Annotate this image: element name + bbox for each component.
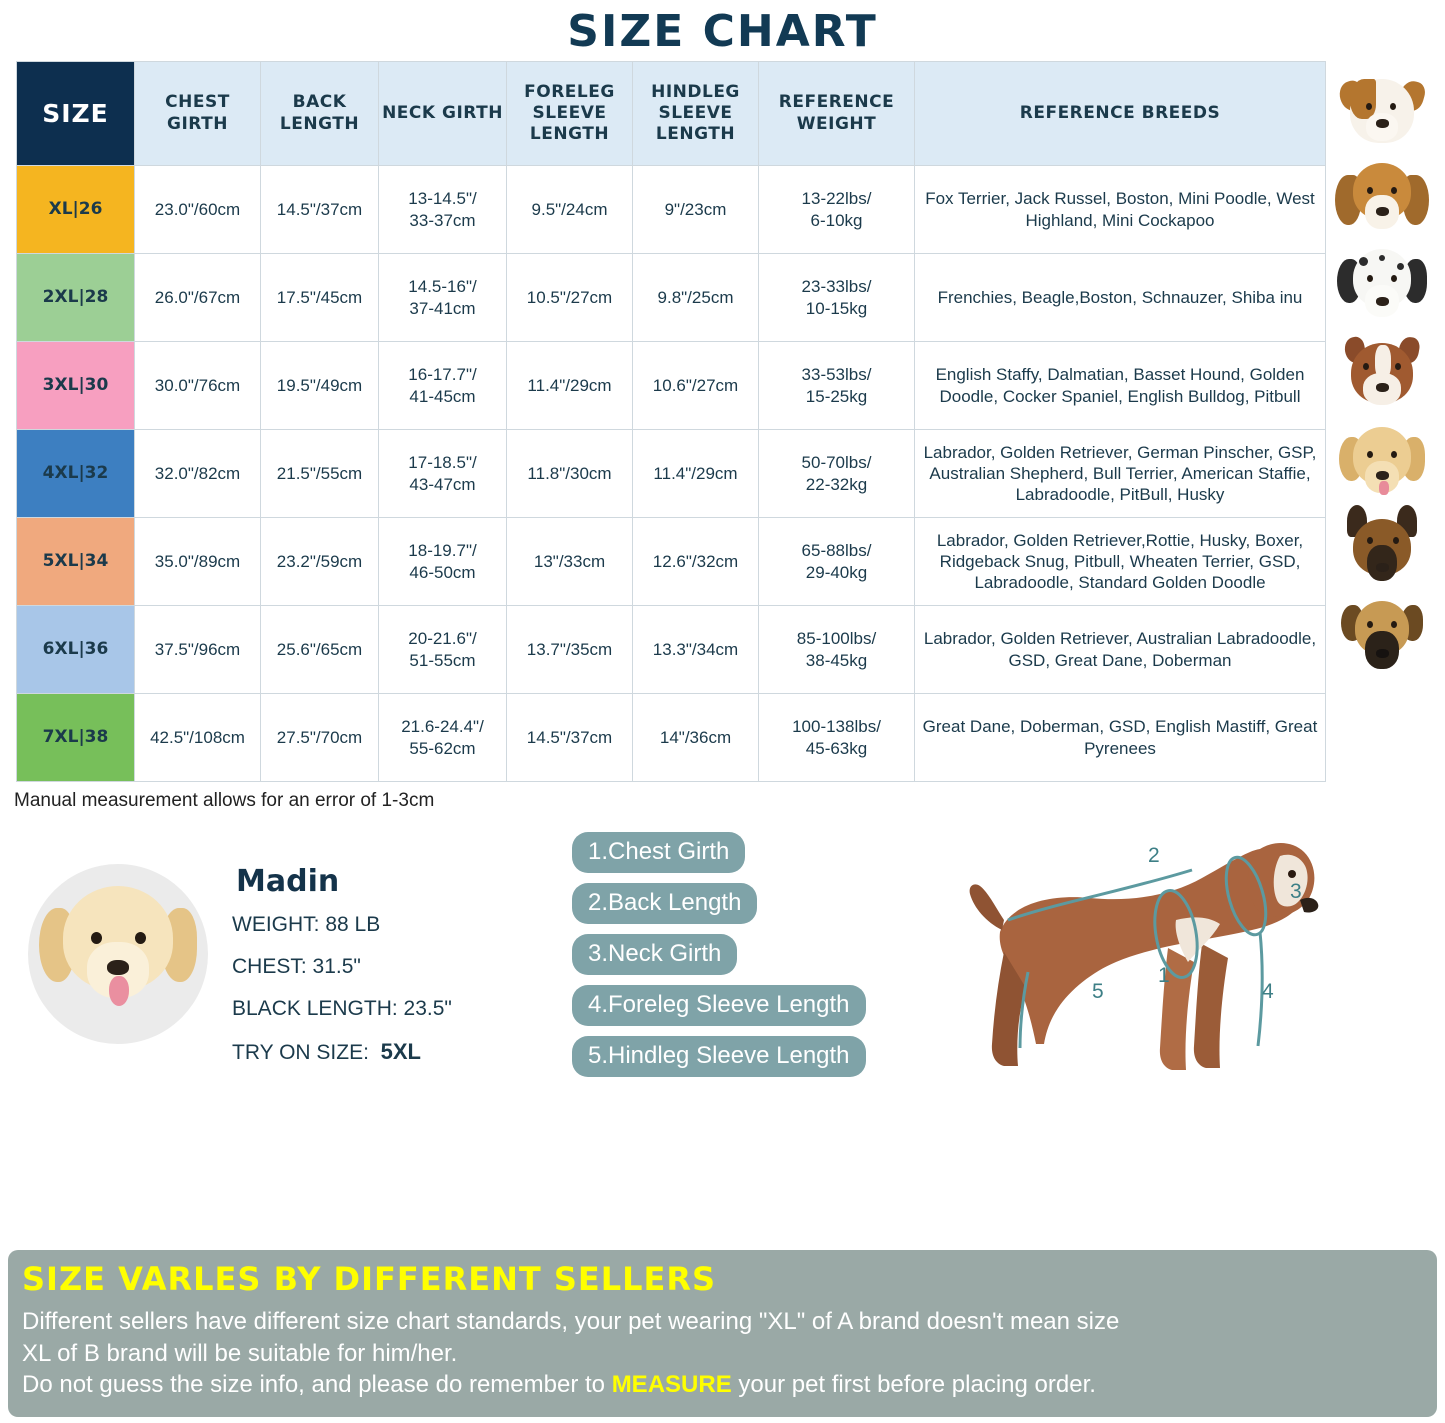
row-reference-weight-0: 13-22lbs/ 6-10kg [759, 166, 915, 254]
row-chest-girth-6: 42.5"/108cm [135, 694, 261, 782]
row-foreleg-length-0: 9.5"/24cm [507, 166, 633, 254]
dog-eye [1288, 870, 1296, 878]
dog-tail [970, 884, 1004, 930]
row-foreleg-length-4: 13"/33cm [507, 518, 633, 606]
measurement-legend [572, 832, 952, 1087]
diagram-number-2: 2 [1148, 844, 1160, 867]
row-reference-weight-5: 85-100lbs/ 38-45kg [759, 606, 915, 694]
row-neck-girth-1: 14.5-16"/ 37-41cm [379, 254, 507, 342]
labrador-face-illustration [43, 880, 193, 1044]
breed-thumbnail-beagle [1330, 149, 1434, 237]
warning-title: SIZE VARLES BY DIFFERENT SELLERS [22, 1259, 717, 1298]
row-reference-breeds-2: English Staffy, Dalmatian, Basset Hound, Golden Doodle, Cocker Spaniel, English Bulldog, Pitbull [915, 342, 1326, 430]
row-reference-breeds-3: Labrador, Golden Retriever, German Pinscher, GSP, Australian Shepherd, Bull Terrier, American Staffie, Labradoodle, PitBull, Husky [915, 430, 1326, 518]
breed-thumbnail-great-dane [1330, 589, 1434, 677]
measurement-note: Manual measurement allows for an error of 1-3cm [14, 790, 435, 811]
row-size-label-1: 2XL|28 [17, 254, 135, 342]
breed-thumbnail-german-shepherd [1330, 501, 1434, 589]
breed-thumbnail-labrador-retriever [1330, 413, 1434, 501]
row-foreleg-length-3: 11.8"/30cm [507, 430, 633, 518]
row-back-length-5: 25.6"/65cm [261, 606, 379, 694]
row-reference-breeds-0: Fox Terrier, Jack Russel, Boston, Mini Poodle, West Highland, Mini Cockapoo [915, 166, 1326, 254]
row-chest-girth-1: 26.0"/67cm [135, 254, 261, 342]
try-on-size-value: 5XL [380, 1039, 421, 1064]
warning-line-1: Different sellers have different size chart standards, your pet wearing "XL" of A brand doesn't mean size [22, 1307, 1120, 1335]
legend-item-neck-girth: 3.Neck Girth [572, 934, 737, 975]
row-neck-girth-3: 17-18.5"/ 43-47cm [379, 430, 507, 518]
column-header-hindleg-sleeve-length: HINDLEG SLEEVE LENGTH [633, 62, 759, 166]
row-size-label-2: 3XL|30 [17, 342, 135, 430]
table-row [17, 606, 1326, 694]
table-row [17, 694, 1326, 782]
row-size-label-3: 4XL|32 [17, 430, 135, 518]
table-row [17, 342, 1326, 430]
row-neck-girth-5: 20-21.6"/ 51-55cm [379, 606, 507, 694]
table-row [17, 430, 1326, 518]
row-hindleg-length-2: 10.6"/27cm [633, 342, 759, 430]
row-neck-girth-2: 16-17.7"/ 41-45cm [379, 342, 507, 430]
diagram-number-4: 4 [1262, 980, 1274, 1003]
dog-nose [1300, 898, 1318, 913]
row-chest-girth-3: 32.0"/82cm [135, 430, 261, 518]
row-reference-weight-1: 23-33lbs/ 10-15kg [759, 254, 915, 342]
warning-measure-highlight: MEASURE [611, 1371, 732, 1399]
breed-thumbnail-jack-russell-terrier [1330, 61, 1434, 149]
row-hindleg-length-5: 13.3"/34cm [633, 606, 759, 694]
row-hindleg-length-1: 9.8"/25cm [633, 254, 759, 342]
warning-line-3-b: your pet first before placing order. [731, 1371, 1096, 1399]
row-reference-weight-4: 65-88lbs/ 29-40kg [759, 518, 915, 606]
legend-item-foreleg-sleeve-length: 4.Foreleg Sleeve Length [572, 985, 866, 1026]
legend-item-chest-girth: 1.Chest Girth [572, 832, 745, 873]
row-neck-girth-0: 13-14.5"/ 33-37cm [379, 166, 507, 254]
table-body [17, 166, 1326, 782]
warning-line-2: XL of B brand will be suitable for him/her. [22, 1339, 458, 1367]
example-pet-section [0, 812, 1445, 1112]
warning-line-3-a: Do not guess the size info, and please do remember to [22, 1371, 612, 1399]
pet-chest: CHEST: 31.5" [232, 955, 361, 978]
diagram-number-5: 5 [1092, 980, 1104, 1003]
row-size-label-0: XL|26 [17, 166, 135, 254]
table-row [17, 166, 1326, 254]
row-reference-breeds-4: Labrador, Golden Retriever,Rottie, Husky, Boxer, Ridgeback Snug, Pitbull, Wheaten Terrier, GSD, Labradoodle, Standard Golden Doodle [915, 518, 1326, 606]
row-size-label-4: 5XL|34 [17, 518, 135, 606]
row-back-length-3: 21.5"/55cm [261, 430, 379, 518]
row-back-length-6: 27.5"/70cm [261, 694, 379, 782]
page-title: SIZE CHART [567, 6, 878, 57]
row-hindleg-length-3: 11.4"/29cm [633, 430, 759, 518]
column-header-chest-girth: CHEST GIRTH [135, 62, 261, 166]
pet-avatar [28, 864, 208, 1044]
breed-thumbnail-dalmatian [1330, 237, 1434, 325]
table-row [17, 518, 1326, 606]
table-row [17, 254, 1326, 342]
legend-item-hindleg-sleeve-length: 5.Hindleg Sleeve Length [572, 1036, 866, 1077]
diagram-number-3: 3 [1290, 880, 1302, 903]
legend-item-back-length: 2.Back Length [572, 883, 757, 924]
row-reference-breeds-1: Frenchies, Beagle,Boston, Schnauzer, Shiba inu [915, 254, 1326, 342]
column-header-back-length: BACK LENGTH [261, 62, 379, 166]
row-foreleg-length-6: 14.5"/37cm [507, 694, 633, 782]
row-size-label-6: 7XL|38 [17, 694, 135, 782]
row-back-length-1: 17.5"/45cm [261, 254, 379, 342]
row-neck-girth-6: 21.6-24.4"/ 55-62cm [379, 694, 507, 782]
row-foreleg-length-1: 10.5"/27cm [507, 254, 633, 342]
row-chest-girth-2: 30.0"/76cm [135, 342, 261, 430]
column-header-size: SIZE [17, 62, 135, 166]
column-header-reference-weight: REFERENCE WEIGHT [759, 62, 915, 166]
column-header-neck-girth: NECK GIRTH [379, 62, 507, 166]
pet-weight: WEIGHT: 88 LB [232, 913, 381, 936]
row-hindleg-length-4: 12.6"/32cm [633, 518, 759, 606]
row-reference-weight-3: 50-70lbs/ 22-32kg [759, 430, 915, 518]
warning-line-3 [22, 1369, 1423, 1401]
column-header-reference-breeds: REFERENCE BREEDS [915, 62, 1326, 166]
row-chest-girth-4: 35.0"/89cm [135, 518, 261, 606]
breed-thumbnail-american-staffordshire-terrier [1330, 325, 1434, 413]
dog-front-leg-2 [1194, 944, 1228, 1068]
size-chart-section [0, 61, 1445, 782]
row-back-length-0: 14.5"/37cm [261, 166, 379, 254]
row-foreleg-length-5: 13.7"/35cm [507, 606, 633, 694]
row-back-length-4: 23.2"/59cm [261, 518, 379, 606]
row-reference-weight-2: 33-53lbs/ 15-25kg [759, 342, 915, 430]
diagram-number-1: 1 [1158, 964, 1170, 987]
warning-body [22, 1306, 1423, 1401]
row-reference-weight-6: 100-138lbs/ 45-63kg [759, 694, 915, 782]
pet-back-length: BLACK LENGTH: 23.5" [232, 997, 452, 1020]
breed-thumbnail-column [1330, 61, 1438, 677]
dog-measurement-diagram [940, 812, 1440, 1112]
pet-profile [232, 864, 572, 1083]
row-reference-breeds-6: Great Dane, Doberman, GSD, English Mastiff, Great Pyrenees [915, 694, 1326, 782]
column-header-foreleg-sleeve-length: FORELEG SLEEVE LENGTH [507, 62, 633, 166]
row-hindleg-length-6: 14"/36cm [633, 694, 759, 782]
row-foreleg-length-2: 11.4"/29cm [507, 342, 633, 430]
table-header-row [17, 62, 1326, 166]
size-chart-table [16, 61, 1326, 782]
size-warning-banner [8, 1250, 1437, 1417]
pet-name: Madin [236, 864, 340, 899]
row-size-label-5: 6XL|36 [17, 606, 135, 694]
row-reference-breeds-5: Labrador, Golden Retriever, Australian Labradoodle, GSD, Great Dane, Doberman [915, 606, 1326, 694]
row-back-length-2: 19.5"/49cm [261, 342, 379, 430]
row-chest-girth-5: 37.5"/96cm [135, 606, 261, 694]
row-chest-girth-0: 23.0"/60cm [135, 166, 261, 254]
pet-try-on-size [232, 1039, 572, 1065]
row-neck-girth-4: 18-19.7"/ 46-50cm [379, 518, 507, 606]
dog-diagram-svg [940, 812, 1440, 1112]
try-on-size-label: TRY ON SIZE: [232, 1041, 369, 1064]
row-hindleg-length-0: 9"/23cm [633, 166, 759, 254]
